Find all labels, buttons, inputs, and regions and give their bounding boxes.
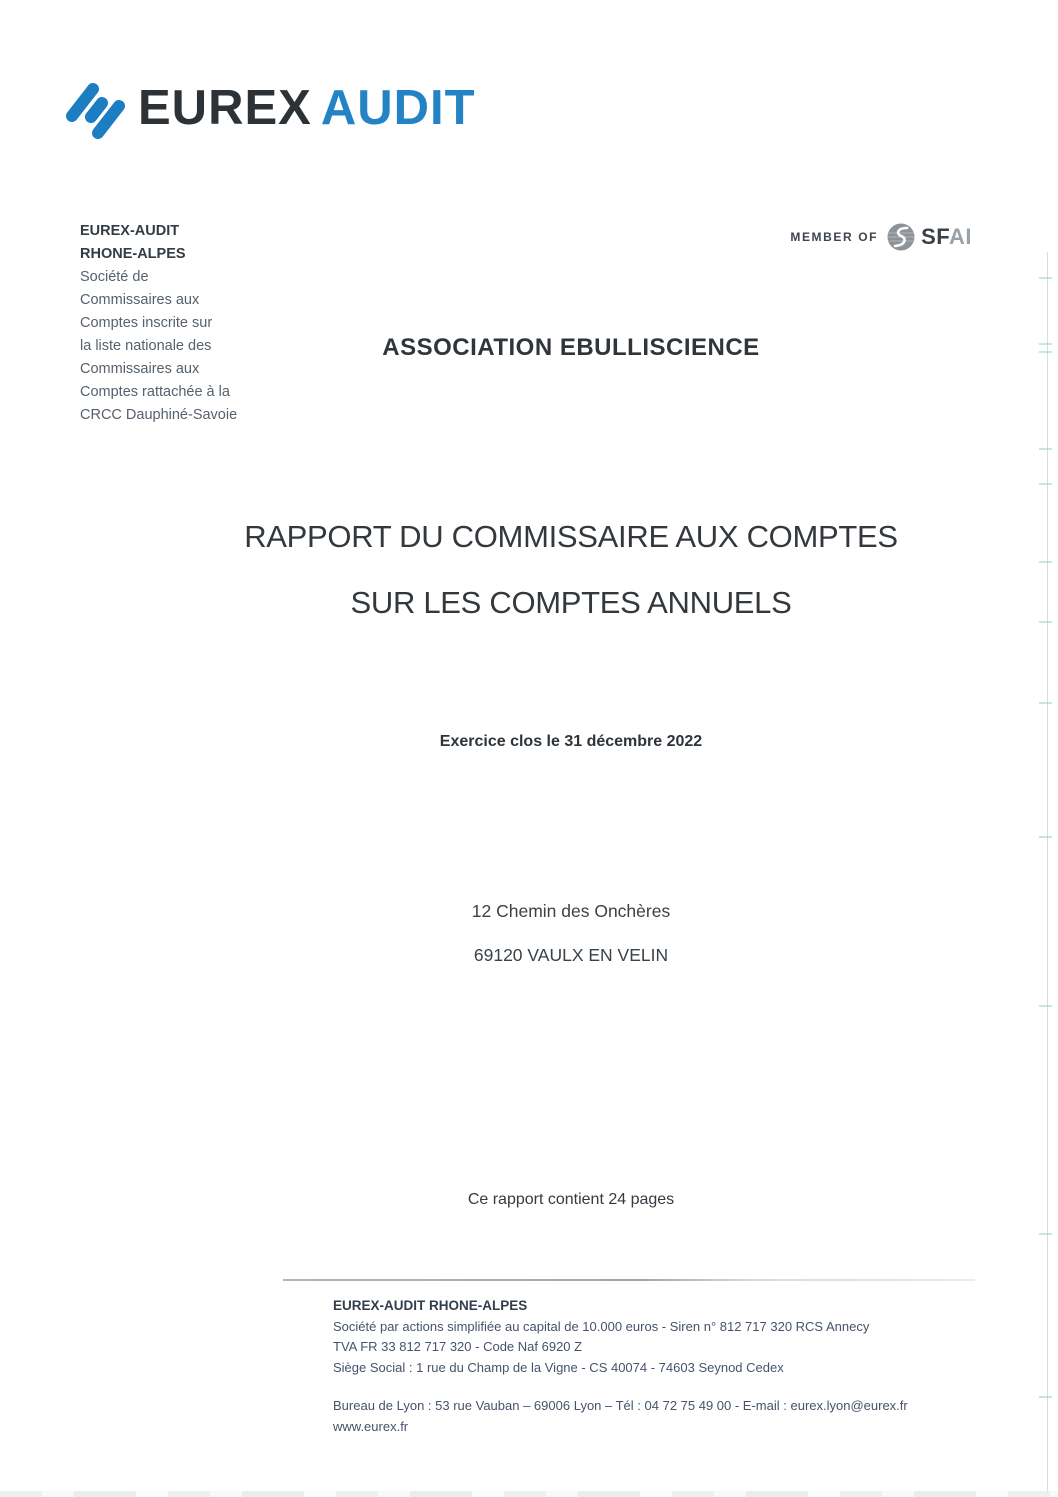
- footer-office-line: Bureau de Lyon : 53 rue Vauban – 69006 Lyon – Tél : 04 72 75 49 00 - E-mail : eurex.lyon@eurex.fr: [333, 1398, 908, 1413]
- sidebar-body-line: Société de: [80, 269, 149, 285]
- logo-word-eurex: EUREX: [138, 80, 312, 135]
- page-count-note: Ce rapport contient 24 pages: [467, 1191, 675, 1208]
- sidebar-body-line: Commissaires aux: [80, 292, 200, 308]
- scan-edge-tick: [1039, 702, 1052, 704]
- sfai-sf-text: SF: [921, 224, 949, 249]
- footer-legal-line: TVA FR 33 812 717 320 - Code Naf 6920 Z: [333, 1339, 583, 1354]
- footer-company-name: EUREX-AUDIT RHONE-ALPES: [333, 1298, 528, 1313]
- sfai-ai-text: AI: [949, 224, 972, 249]
- sidebar-firm-name-line1: EUREX-AUDIT: [80, 223, 180, 239]
- sfai-wordmark: [921, 226, 972, 248]
- logo-word-audit: AUDIT: [320, 80, 476, 135]
- scan-bottom-band: [0, 1491, 1058, 1497]
- report-title-line2: SUR LES COMPTES ANNUELS: [350, 585, 792, 620]
- scan-edge-tick: [1039, 483, 1052, 485]
- fiscal-period-line: Exercice clos le 31 décembre 2022: [439, 733, 703, 750]
- sidebar-body-line: Commissaires aux: [80, 361, 200, 377]
- eurex-audit-logo: [62, 76, 476, 140]
- footer-legal-line: Société par actions simplifiée au capital de 10.000 euros - Siren n° 812 717 320 RCS Annecy: [333, 1318, 870, 1334]
- scan-edge-tick: [1039, 343, 1052, 345]
- sidebar-body-line: Comptes inscrite sur: [80, 315, 213, 331]
- footer-block: [333, 1296, 993, 1437]
- eurex-logo-mark-icon: [62, 76, 126, 140]
- sidebar-firm-name-line2: RHONE-ALPES: [80, 246, 186, 262]
- client-address-line2: 69120 VAULX EN VELIN: [473, 945, 669, 965]
- client-address-line1: 12 Chemin des Onchères: [471, 901, 671, 921]
- scan-edge-tick: [1039, 448, 1052, 450]
- scan-edge-tick: [1039, 1233, 1052, 1235]
- sidebar-body-line: Comptes rattachée à la: [80, 384, 230, 400]
- sidebar-body-line: CRCC Dauphiné-Savoie: [80, 407, 238, 423]
- scan-edge-tick: [1039, 277, 1052, 279]
- scan-edge-tick: [1039, 836, 1052, 838]
- scan-edge-tick: [1039, 1005, 1052, 1007]
- sidebar-body-line: la liste nationale des: [80, 338, 212, 354]
- footer-legal-line: Siège Social : 1 rue du Champ de la Vigne - CS 40074 - 74603 Seynod Cedex: [333, 1359, 784, 1375]
- client-name-heading: ASSOCIATION EBULLISCIENCE: [382, 334, 760, 361]
- scan-edge-tick: [1039, 1396, 1052, 1398]
- footer-website: www.eurex.fr: [333, 1418, 409, 1434]
- scan-edge-line: [1047, 252, 1048, 1493]
- member-of-label: MEMBER OF: [790, 230, 879, 244]
- scan-edge-tick: [1039, 561, 1052, 563]
- scan-edge-tick: [1039, 351, 1052, 353]
- scan-edge-tick: [1039, 621, 1052, 623]
- member-of-sfai-badge: [790, 222, 972, 252]
- report-title-line1: RAPPORT DU COMMISSAIRE AUX COMPTES: [244, 519, 898, 554]
- firm-description-sidebar: [80, 220, 265, 427]
- footer-divider: [283, 1279, 975, 1281]
- sfai-globe-icon: [886, 222, 916, 252]
